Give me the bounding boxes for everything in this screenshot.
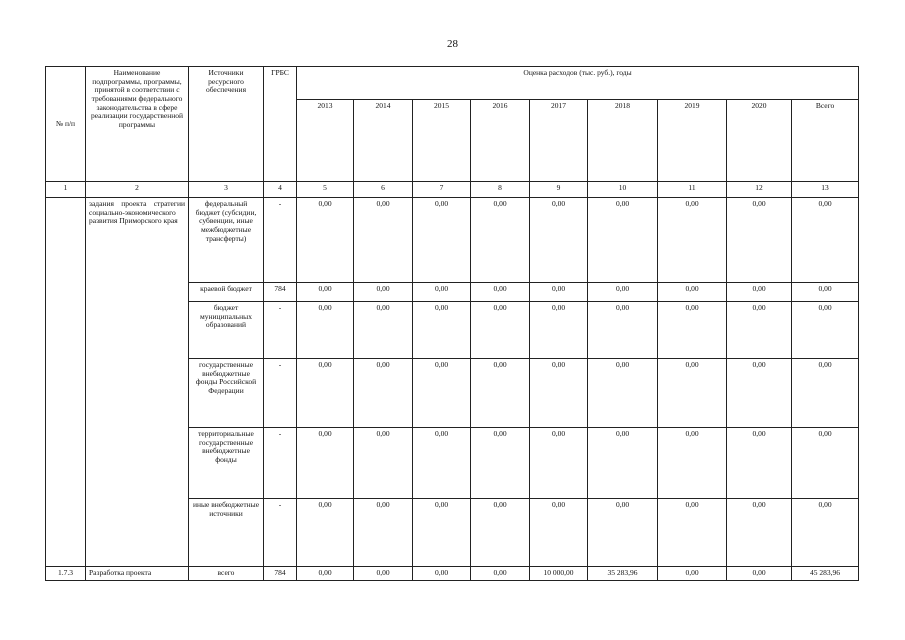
value-cell: 0,00 bbox=[354, 283, 413, 302]
last-row-value: 45 283,96 bbox=[792, 567, 859, 581]
value-cell: 0,00 bbox=[727, 283, 792, 302]
index-cell: 3 bbox=[189, 182, 264, 198]
last-row-value: 0,00 bbox=[413, 567, 471, 581]
value-cell: 0,00 bbox=[588, 499, 658, 567]
value-cell: 0,00 bbox=[658, 198, 727, 283]
year-cell: 2017 bbox=[530, 100, 588, 182]
source-cell: иные внебюджетные источники bbox=[189, 499, 264, 567]
group-name-cell: задания проекта стратегии социально-экономического развития Приморского края bbox=[86, 198, 189, 567]
header-row bbox=[46, 67, 859, 100]
source-row bbox=[46, 198, 859, 283]
value-cell: 0,00 bbox=[471, 359, 530, 428]
grbs-cell: - bbox=[264, 359, 297, 428]
year-cell: 2019 bbox=[658, 100, 727, 182]
page-number: 28 bbox=[447, 38, 458, 50]
value-cell: 0,00 bbox=[354, 302, 413, 359]
value-cell: 0,00 bbox=[727, 198, 792, 283]
value-cell: 0,00 bbox=[588, 359, 658, 428]
value-cell: 0,00 bbox=[530, 283, 588, 302]
value-cell: 0,00 bbox=[530, 359, 588, 428]
value-cell: 0,00 bbox=[471, 302, 530, 359]
header-grbs: ГРБС bbox=[264, 67, 297, 182]
index-cell: 13 bbox=[792, 182, 859, 198]
source-cell: государственные внебюджетные фонды Российской Федерации bbox=[189, 359, 264, 428]
year-cell: 2020 bbox=[727, 100, 792, 182]
year-cell: 2015 bbox=[413, 100, 471, 182]
index-cell: 10 bbox=[588, 182, 658, 198]
source-cell: бюджет муниципальных образований bbox=[189, 302, 264, 359]
value-cell: 0,00 bbox=[297, 302, 354, 359]
value-cell: 0,00 bbox=[727, 428, 792, 499]
grbs-cell: - bbox=[264, 198, 297, 283]
last-row-num: 1.7.3 bbox=[46, 567, 86, 581]
group-body bbox=[46, 198, 859, 567]
grbs-cell: 784 bbox=[264, 283, 297, 302]
grbs-cell: - bbox=[264, 302, 297, 359]
index-cell: 9 bbox=[530, 182, 588, 198]
index-cell: 5 bbox=[297, 182, 354, 198]
value-cell: 0,00 bbox=[792, 499, 859, 567]
year-total-cell: Всего bbox=[792, 100, 859, 182]
value-cell: 0,00 bbox=[413, 198, 471, 283]
value-cell: 0,00 bbox=[588, 302, 658, 359]
value-cell: 0,00 bbox=[792, 428, 859, 499]
value-cell: 0,00 bbox=[413, 499, 471, 567]
value-cell: 0,00 bbox=[658, 283, 727, 302]
index-cell: 4 bbox=[264, 182, 297, 198]
value-cell: 0,00 bbox=[588, 198, 658, 283]
budget-table bbox=[45, 66, 859, 581]
value-cell: 0,00 bbox=[297, 428, 354, 499]
value-cell: 0,00 bbox=[354, 499, 413, 567]
value-cell: 0,00 bbox=[471, 499, 530, 567]
source-cell: территориальные государственные внебюджетные фонды bbox=[189, 428, 264, 499]
value-cell: 0,00 bbox=[471, 198, 530, 283]
source-cell: краевой бюджет bbox=[189, 283, 264, 302]
value-cell: 0,00 bbox=[413, 283, 471, 302]
source-cell: федеральный бюджет (субсидии, субвенции, иные межбюджетные трансферты) bbox=[189, 198, 264, 283]
value-cell: 0,00 bbox=[413, 359, 471, 428]
index-row bbox=[46, 182, 859, 198]
last-row-value: 0,00 bbox=[727, 567, 792, 581]
last-row-value: 0,00 bbox=[354, 567, 413, 581]
group-num-cell bbox=[46, 198, 86, 567]
value-cell: 0,00 bbox=[297, 359, 354, 428]
last-row-grbs: 784 bbox=[264, 567, 297, 581]
value-cell: 0,00 bbox=[413, 428, 471, 499]
last-row-value: 0,00 bbox=[297, 567, 354, 581]
value-cell: 0,00 bbox=[588, 428, 658, 499]
value-cell: 0,00 bbox=[354, 428, 413, 499]
index-cell: 1 bbox=[46, 182, 86, 198]
value-cell: 0,00 bbox=[530, 428, 588, 499]
last-row-source: всего bbox=[189, 567, 264, 581]
year-cell: 2018 bbox=[588, 100, 658, 182]
value-cell: 0,00 bbox=[530, 499, 588, 567]
value-cell: 0,00 bbox=[354, 198, 413, 283]
value-cell: 0,00 bbox=[297, 283, 354, 302]
value-cell: 0,00 bbox=[588, 283, 658, 302]
grbs-cell: - bbox=[264, 428, 297, 499]
index-cell: 2 bbox=[86, 182, 189, 198]
value-cell: 0,00 bbox=[297, 499, 354, 567]
last-row-value: 0,00 bbox=[471, 567, 530, 581]
value-cell: 0,00 bbox=[471, 428, 530, 499]
last-row-value: 10 000,00 bbox=[530, 567, 588, 581]
index-cell: 8 bbox=[471, 182, 530, 198]
value-cell: 0,00 bbox=[792, 359, 859, 428]
value-cell: 0,00 bbox=[658, 302, 727, 359]
last-row bbox=[46, 567, 859, 581]
last-row-value: 0,00 bbox=[658, 567, 727, 581]
index-cell: 6 bbox=[354, 182, 413, 198]
value-cell: 0,00 bbox=[792, 283, 859, 302]
value-cell: 0,00 bbox=[792, 302, 859, 359]
value-cell: 0,00 bbox=[792, 198, 859, 283]
value-cell: 0,00 bbox=[354, 359, 413, 428]
value-cell: 0,00 bbox=[658, 359, 727, 428]
header-estimate: Оценка расходов (тыс. руб.), годы bbox=[297, 67, 859, 100]
grbs-cell: - bbox=[264, 499, 297, 567]
value-cell: 0,00 bbox=[727, 359, 792, 428]
header-sources: Источники ресурсного обеспечения bbox=[189, 67, 264, 182]
index-cell: 7 bbox=[413, 182, 471, 198]
header-name: Наименование подпрограммы, программы, принятой в соответствии с требованиями федерального законодательства в сфере реализации государственной программы bbox=[86, 67, 189, 182]
index-cell: 12 bbox=[727, 182, 792, 198]
value-cell: 0,00 bbox=[658, 428, 727, 499]
value-cell: 0,00 bbox=[471, 283, 530, 302]
value-cell: 0,00 bbox=[727, 499, 792, 567]
year-cell: 2016 bbox=[471, 100, 530, 182]
year-cell: 2014 bbox=[354, 100, 413, 182]
value-cell: 0,00 bbox=[297, 198, 354, 283]
last-row-name: Разработка проекта bbox=[86, 567, 189, 581]
value-cell: 0,00 bbox=[413, 302, 471, 359]
year-cell: 2013 bbox=[297, 100, 354, 182]
value-cell: 0,00 bbox=[658, 499, 727, 567]
last-row-value: 35 283,96 bbox=[588, 567, 658, 581]
value-cell: 0,00 bbox=[530, 198, 588, 283]
value-cell: 0,00 bbox=[530, 302, 588, 359]
index-cell: 11 bbox=[658, 182, 727, 198]
header-num: № п/п bbox=[46, 67, 86, 182]
value-cell: 0,00 bbox=[727, 302, 792, 359]
